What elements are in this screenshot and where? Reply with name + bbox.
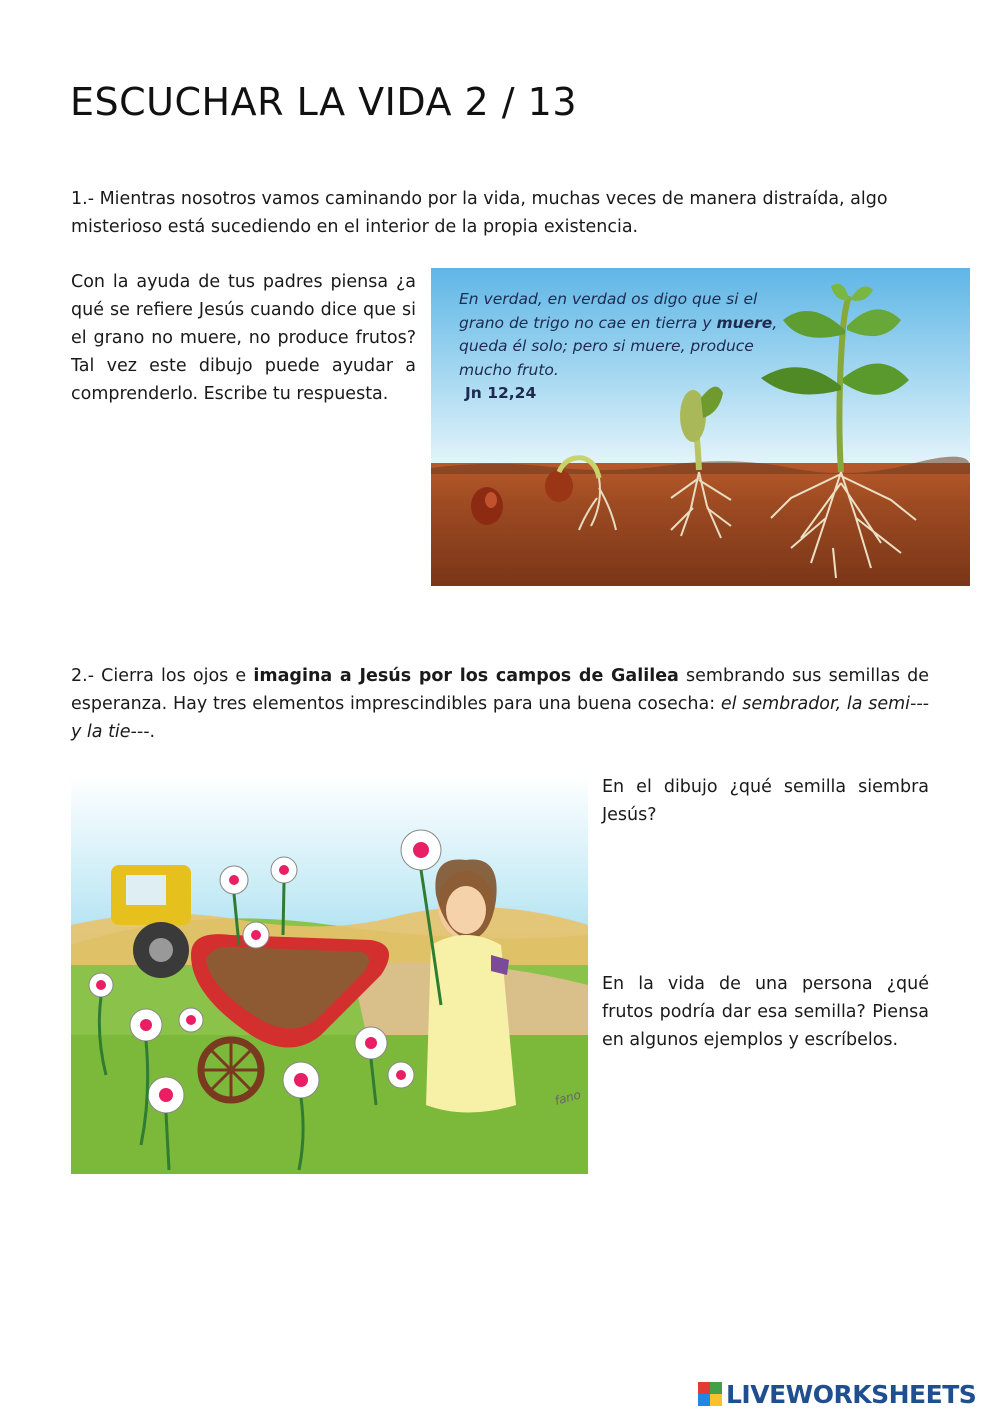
liveworksheets-brand bbox=[698, 1378, 976, 1410]
verse-reference: Jn 12,24 bbox=[465, 384, 537, 402]
bible-verse: En verdad, en verdad os digo que si el grano de trigo no cae en tierra y muere, queda él solo; pero si muere, produce mucho fruto. Jn 12,24 bbox=[459, 288, 779, 406]
brand-text: LIVEWORKSHEETS bbox=[726, 1379, 977, 1409]
liveworksheets-logo-icon bbox=[698, 1382, 722, 1406]
section2-intro: 2.- Cierra los ojos e imagina a Jesús por los campos de Galilea sembrando sus semillas de esperanza. Hay tres elementos imprescindibles para una buena cosecha: el sembrador, la semi--- y la tie---. bbox=[71, 666, 929, 742]
section2-question-seed: En el dibujo ¿qué semilla siembra Jesús? bbox=[602, 777, 929, 825]
illustration-signature: fano bbox=[553, 1087, 583, 1108]
sprouting-seed-icon bbox=[545, 470, 573, 502]
section2-question-fruits: En la vida de una persona ¿qué frutos podría dar esa semilla? Piensa en algunos ejemplos y escríbelos. bbox=[602, 974, 929, 1050]
seed-growth-illustration bbox=[431, 268, 970, 586]
section1-question: Con la ayuda de tus padres piensa ¿a qué se refiere Jesús cuando dice que si el grano no muere, no produce frutos? Tal vez este dibujo puede ayudar a comprenderlo. Escribe tu respuesta. bbox=[71, 272, 416, 404]
seed-icon bbox=[471, 487, 503, 525]
jesus-sowing-illustration bbox=[71, 775, 588, 1174]
section1-intro: 1.- Mientras nosotros vamos caminando por la vida, muchas veces de manera distraída, algo misterioso está sucediendo en el interior de la propia existencia. bbox=[71, 189, 888, 237]
page-title: ESCUCHAR LA VIDA 2 / 13 bbox=[70, 80, 578, 124]
